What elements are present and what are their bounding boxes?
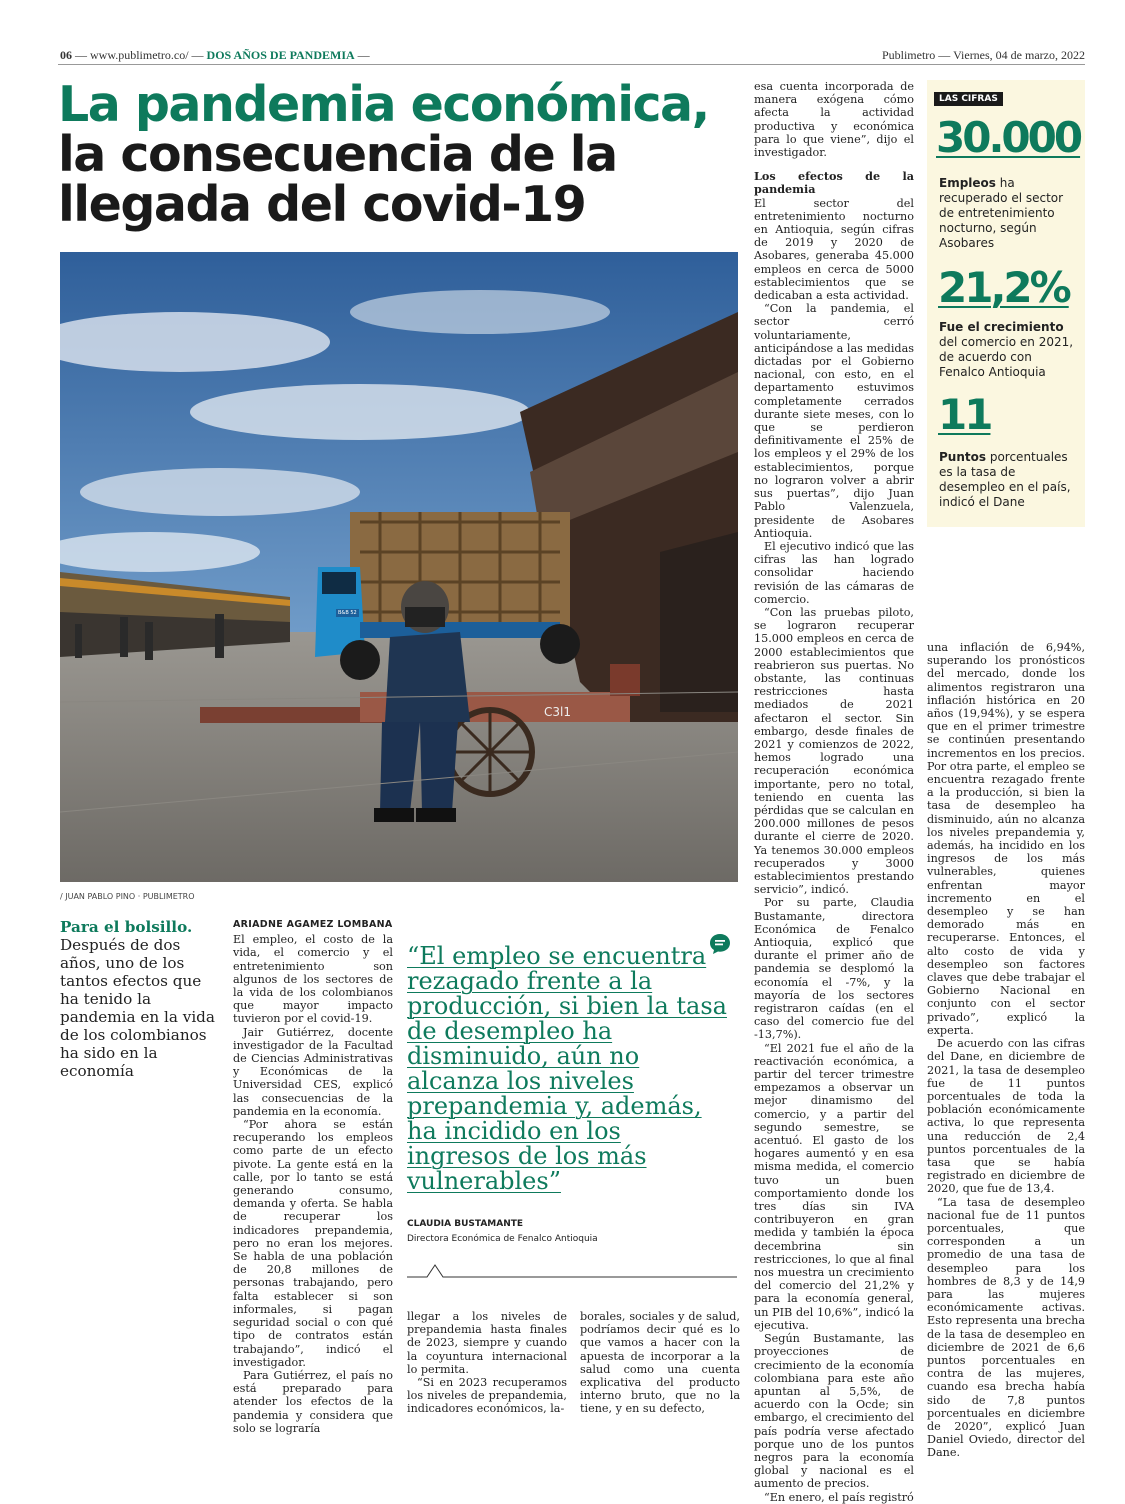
col5-paragraph-1: una inflación de 6,94%, superando los pronósticos del mercado, donde los alimentos registraron una inflación histórica en 20 años (19,94%), y se espera que en el primer trimestre se continúen presentando incrementos en los precios. Por otra parte, el empleo se encuentra rezagado frente a la producción, si bien la tasa de desempleo ha disminuido, aún no alcanza los niveles prepandemia y, además, ha incidido en los ingresos de los más vulnerables, quienes enfrentan mayor incremento en el desempleo y se han demorado más en recuperarse. Entonces, el alto costo de vida y desempleo son factores claves que debe trabajar el Gobierno Nacional en conjunto con el sector privado”, explicó la experta. bbox=[927, 641, 1085, 1037]
site-url: — www.publimetro.co/ — bbox=[75, 48, 204, 62]
cart-label: C3l1 bbox=[544, 705, 571, 719]
col4-paragraph-8: “En enero, el país registró bbox=[764, 1490, 914, 1504]
quote-author: CLAUDIA BUSTAMANTE bbox=[407, 1219, 524, 1229]
col1-paragraph-2: Jair Gutiérrez, docente investigador de la Facultad de Ciencias Administrativas y Económicas de la Universidad CES, explicó las consecuencias de la pandemia en la economía. bbox=[233, 1025, 393, 1118]
headline-line-2: la consecuencia de la bbox=[58, 126, 617, 183]
col4-paragraph-6: “El 2021 fue el año de la reactivación económica, a partir del tercer trimestre empezamos a observar un mejor dinamismo del comercio, y a partir del segundo semestre, se acentuó. El gasto de los hogares aumentó y en esa misma medida, el comercio tuvo un buen comportamiento donde los tres días sin IVA contribuyeron en gran medida y también la época decembrina sin restricciones, lo que al final nos muestra un crecimiento del comercio del 21,2% y para la economía general, un PIB del 10,6%”, indicó la ejecutiva. bbox=[754, 1041, 914, 1332]
sidebar-tag: LAS CIFRAS bbox=[934, 92, 1003, 106]
column-4 bbox=[754, 80, 914, 1504]
col4-subhead: Los efectos de la pandemia bbox=[754, 169, 914, 197]
page-number: 06 bbox=[60, 48, 72, 62]
col5-paragraph-2: De acuerdo con las cifras del Dane, en diciembre de 2021, la tasa de desempleo fue de 11 puntos porcentuales de toda la población económicamente activa, lo que representa una reducción de 2,4 puntos porcentuales de la tasa que se había registrado en diciembre de 2020, que fue de 13,4. bbox=[927, 1037, 1085, 1196]
column-2 bbox=[407, 1310, 567, 1416]
main-photo bbox=[60, 252, 738, 882]
headline-line-3: llegada del covid-19 bbox=[58, 176, 586, 233]
figure-3-value: 11 bbox=[938, 390, 991, 439]
figure-1-value: 30.000 bbox=[936, 113, 1081, 162]
col4-paragraph-2: “Con la pandemia, el sector cerró voluntariamente, anticipándose a las medidas dictadas por el Gobierno nacional, con esto, en el departamento estuvimos completamente cerrados durante siete meses, con lo que se perdieron definitivamente el 25% de los empleos y el 29% de los establecimientos, porque no lograron volver a abrir sus puertas”, dijo Juan Pablo Valenzuela, presidente de Asobares Antioquia. bbox=[754, 302, 914, 540]
figure-2-bold: Fue el crecimiento bbox=[939, 320, 1064, 334]
headline-line-1: La pandemia económica, bbox=[58, 76, 709, 133]
col4-paragraph-4: “Con las pruebas piloto, se lograron recuperar 15.000 empleos en cerca de 2000 establecimientos que reabrieron sus puertas. No obstante, las continuas restricciones hasta mediados de 2021 afectaron el sector. Sin embargo, desde finales de 2021 y comienzos de 2022, hemos logrado una recuperación económica importante, pero no total, teniendo en cuenta las pérdidas que se calculan en 200.000 millones de pesos durante el cierre de 2020. Ya tenemos 30.000 empleos recuperados y 3000 establecimientos prestando servicio”, indicó. bbox=[754, 605, 914, 897]
col1-paragraph-4: Para Gutiérrez, el país no está preparado para atender los efectos de la pandemia y considera que solo se lograría bbox=[233, 1368, 393, 1435]
col4-paragraph-1: El sector del entretenimiento nocturno en Antioquia, según cifras de 2019 y 2020 de Asobares, generaba 45.000 empleos en cerca de 5000 establecimientos que se dedicaban a esta actividad. bbox=[754, 196, 914, 303]
figure-2-value: 21,2% bbox=[938, 263, 1069, 312]
section-name: DOS AÑOS DE PANDEMIA bbox=[206, 48, 355, 62]
col4-paragraph-5: Por su parte, Claudia Bustamante, directora Económica de Fenalco Antioquia, explicó que durante el primer año de pandemia se desplomó la economía el -7%, y la mayoría de los sectores registraron caídas (en el caso del comercio fue del -13,7%). bbox=[754, 896, 914, 1042]
header-rule bbox=[58, 64, 1085, 65]
column-1 bbox=[233, 918, 393, 1435]
figure-1-text: ha recuperado el sector de entretenimiento nocturno, según Asobares bbox=[939, 176, 1064, 250]
col3-paragraph-1: borales, sociales y de salud, podríamos decir qué es lo que vamos a hacer con la apuesta de incorporar a la salud como una cuenta explicativa del producto interno bruto, que no la tiene, y en su defecto, bbox=[580, 1310, 740, 1416]
section-dash: — bbox=[357, 48, 370, 62]
figure-2-text: del comercio en 2021, de acuerdo con Fenalco Antioquia bbox=[939, 335, 1074, 379]
headline bbox=[58, 76, 738, 233]
figure-2-caption bbox=[939, 320, 1079, 380]
market-photo-illustration bbox=[60, 252, 738, 882]
col1-paragraph-3: “Por ahora se están recuperando los empleos como parte de un efecto pivote. La gente está en la calle, por lo tanto se está generando consumo, demanda y oferta. Se habla de recuperar los indicadores prepandemia, pero no eran los mejores. Se habla de una población de 20,8 millones de personas trabajando, pero falta establecer si son informales, si pagan seguridad social o con qué tipo de contratos están trabajando”, indicó el investigador. bbox=[233, 1118, 393, 1369]
lede bbox=[60, 918, 220, 1080]
figure-3-text: porcentuales es la tasa de desempleo en el país, indicó el Dane bbox=[939, 450, 1071, 509]
quote-divider bbox=[407, 1262, 737, 1280]
column-5 bbox=[927, 641, 1085, 1460]
col2-paragraph-2: “Si en 2023 recuperamos los niveles de prepandemia, indicadores económicos, la- bbox=[407, 1376, 567, 1416]
lede-text: Después de dos años, uno de los tantos efectos que ha tenido la pandemia en la vida de los colombianos ha sido en la economía bbox=[60, 936, 215, 1080]
figure-3-bold: Puntos bbox=[939, 450, 987, 464]
folio-right: Publimetro — Viernes, 04 de marzo, 2022 bbox=[881, 48, 1085, 62]
figure-1-bold: Empleos bbox=[939, 176, 996, 190]
col5-paragraph-3: “La tasa de desempleo nacional fue de 11 puntos porcentuales, que corresponden a un promedio de una tasa de desempleo para los hombres de 8,3 y de 14,9 para las mujeres económicamente activas. Esto representa una brecha de la tasa de desempleo en diciembre de 2021 de 6,6 puntos porcentuales en contra de las mujeres, cuando esa brecha había sido de 7,8 puntos porcentuales en diciembre de 2020”, explicó Juan Daniel Oviedo, director del Dane. bbox=[927, 1195, 1085, 1460]
col1-paragraph-1: El empleo, el costo de la vida, el comercio y el entretenimiento son algunos de los sectores de la vida de los colombianos que mayor impacto tuvieron por el covid-19. bbox=[233, 933, 393, 1026]
photo-credit: / JUAN PABLO PINO · PUBLIMETRO bbox=[60, 892, 195, 901]
col4-paragraph-7: Según Bustamante, las proyecciones de crecimiento de la economía colombiana para este año apuntan al 5,5%, de acuerdo con la Ocde; sin embargo, el crecimiento del país podría verse afectado porque uno de los puntos negros para la economía global y nacional es el aumento de precios. bbox=[754, 1332, 914, 1491]
col4-paragraph-0: esa cuenta incorporada de manera exógena cómo afecta la actividad productiva y económica para lo que viene”, dijo el investigador. bbox=[754, 80, 914, 160]
pull-quote-text: “El empleo se encuentra rezagado frente a la producción, si bien la tasa de desempleo ha disminuido, aún no alcanza los niveles prepandemia y, además, ha incidido en los ingresos de los más vulnerables” bbox=[407, 942, 727, 1195]
col2-paragraph-1: llegar a los niveles de prepandemia hasta finales de 2023, siempre y cuando la coyuntura internacional lo permita. bbox=[407, 1310, 567, 1376]
quote-author-role: Directora Económica de Fenalco Antioquia bbox=[407, 1234, 598, 1244]
figure-3-caption bbox=[939, 450, 1079, 510]
figure-1-caption bbox=[939, 176, 1079, 251]
col4-paragraph-3: El ejecutivo indicó que las cifras las han logrado consolidar haciendo revisión de las cámaras de comercio. bbox=[754, 539, 914, 606]
lede-lead: Para el bolsillo. bbox=[60, 918, 193, 936]
pull-quote bbox=[407, 944, 727, 1194]
column-3 bbox=[580, 1310, 740, 1416]
truck-plate: B&B 52 bbox=[338, 610, 357, 616]
folio-left bbox=[60, 48, 370, 63]
byline: ARIADNE AGAMEZ LOMBANA bbox=[233, 919, 393, 930]
